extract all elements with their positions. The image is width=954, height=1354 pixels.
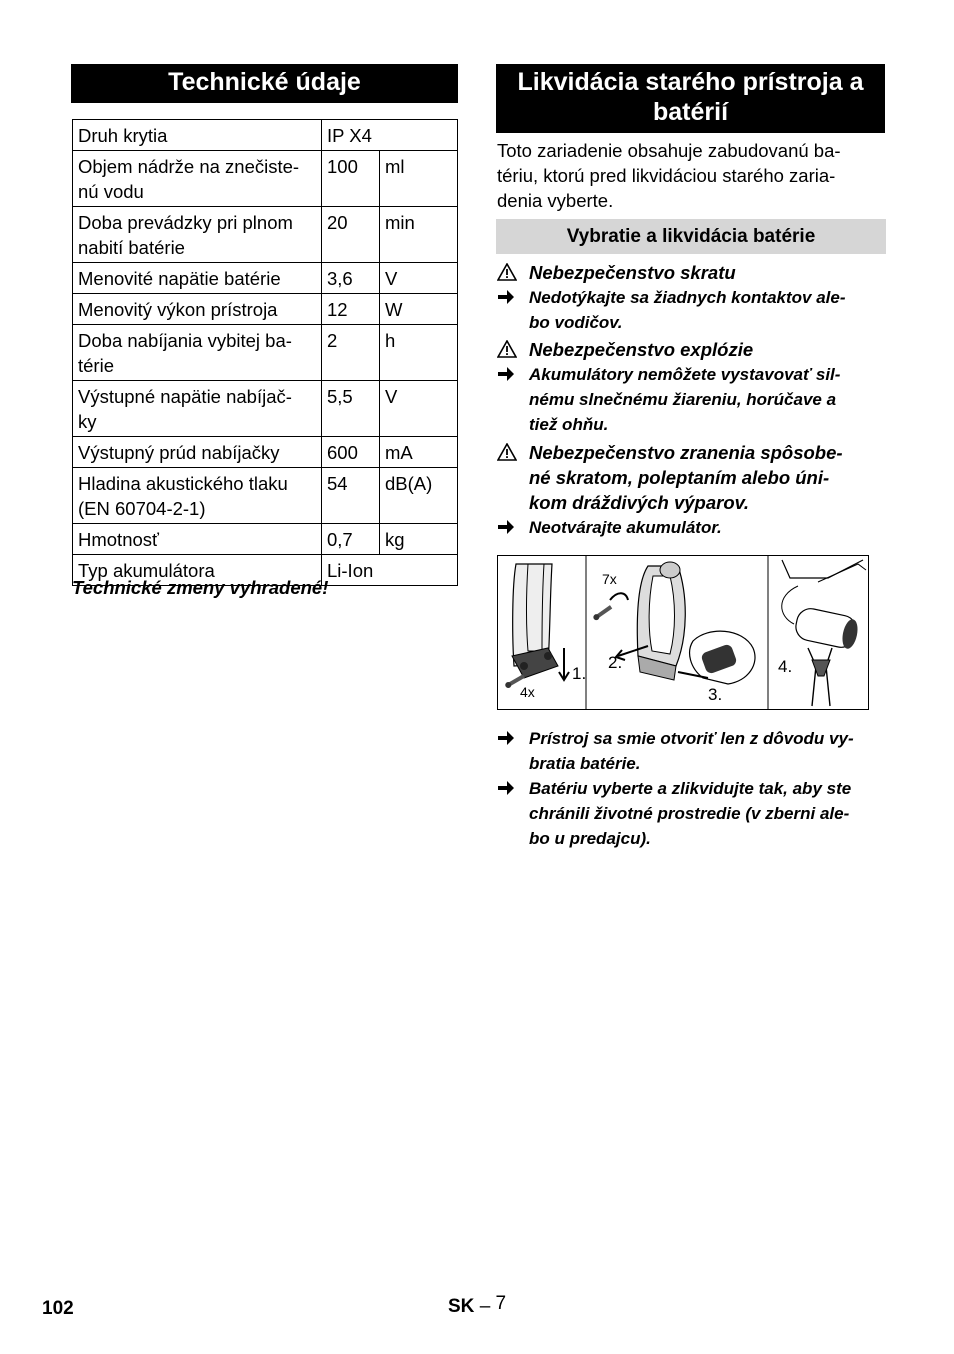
item-text: Nebezpečenstvo zranenia spôsobe- né skratom, poleptaním alebo úni- kom dráždivých výparov. (529, 442, 843, 513)
spec-unit: V (380, 381, 458, 437)
right-arrow-icon (497, 362, 521, 389)
section-page: 7 (495, 1293, 507, 1314)
heading-line-2: batérií (652, 98, 729, 126)
spec-label: Hmotnosť (73, 524, 322, 555)
spec-value: 600 (322, 437, 380, 468)
technical-changes-note: Technické zmeny vyhradené! (72, 577, 329, 598)
step-2-label: 2. (608, 653, 623, 672)
instruction-item (497, 515, 889, 540)
spec-value: 100 (322, 151, 380, 207)
language-code: SK (448, 1296, 475, 1317)
spec-unit: mA (380, 437, 458, 468)
illustration-svg (498, 556, 868, 709)
right-arrow-icon (497, 515, 521, 542)
battery-removal-illustration (497, 555, 869, 710)
spec-value: Li-Ion (322, 555, 458, 586)
heading-line-1: Likvidácia starého prístroja a (517, 68, 864, 96)
screws-7x-label: 7x (602, 571, 617, 587)
warning-triangle-icon (497, 337, 521, 364)
spec-label: Výstupný prúd nabíjačky (73, 437, 322, 468)
warning-triangle-icon (497, 440, 521, 467)
table-row (73, 263, 458, 294)
step-1-label: 1. (572, 664, 587, 683)
item-text: Nebezpečenstvo explózie (529, 339, 754, 360)
spec-unit: ml (380, 151, 458, 207)
spec-unit: W (380, 294, 458, 325)
warning-item (497, 260, 889, 285)
device-open-view (592, 562, 755, 704)
section-heading-disposal (496, 64, 885, 133)
step-3-label: 3. (708, 685, 723, 704)
warning-item (497, 337, 889, 362)
table-row (73, 151, 458, 207)
spec-label: Výstupné napätie nabíjač- ky (73, 381, 322, 437)
device-side-view (504, 564, 586, 700)
spec-label: Druh krytia (73, 120, 322, 151)
screws-4x-label: 4x (520, 684, 535, 700)
table-row (73, 468, 458, 524)
instruction-item (497, 776, 889, 851)
table-row (73, 524, 458, 555)
spec-label: Hladina akustického tlaku (EN 60704-2-1) (73, 468, 322, 524)
section-page-marker (448, 1293, 507, 1318)
table-row (73, 381, 458, 437)
section-heading-technical-data: Technické údaje (71, 64, 458, 103)
instruction-item (497, 285, 889, 335)
specifications-table (72, 119, 458, 586)
item-text: Batériu vyberte a zlikvidujte tak, aby ste chránili životné prostredie (v zberni ale- bo u predajcu). (529, 779, 852, 848)
right-arrow-icon (497, 726, 521, 753)
spec-value: 3,6 (322, 263, 380, 294)
right-arrow-icon (497, 285, 521, 312)
spec-label: Doba prevádzky pri plnom nabití batérie (73, 207, 322, 263)
warning-triangle-icon (497, 260, 521, 287)
table-row (73, 325, 458, 381)
page-number: 102 (42, 1298, 74, 1319)
warning-item (497, 440, 889, 515)
item-text: Nebezpečenstvo skratu (529, 262, 736, 283)
spec-unit: kg (380, 524, 458, 555)
page-separator: – (479, 1296, 491, 1317)
spec-value: 0,7 (322, 524, 380, 555)
item-text: Neotvárajte akumulátor. (529, 518, 722, 537)
spec-label: Menovitý výkon prístroja (73, 294, 322, 325)
instruction-item (497, 726, 889, 776)
spec-value: 54 (322, 468, 380, 524)
spec-unit: V (380, 263, 458, 294)
table-row (73, 294, 458, 325)
instruction-item (497, 362, 889, 437)
subheading-battery-removal: Vybratie a likvidácia batérie (496, 219, 886, 254)
spec-label: Doba nabíjania vybitej ba- térie (73, 325, 322, 381)
spec-label: Objem nádrže na znečiste- nú vodu (73, 151, 322, 207)
spec-label: Typ akumulátora (73, 555, 322, 586)
spec-unit: min (380, 207, 458, 263)
right-arrow-icon (497, 776, 521, 803)
table-row (73, 207, 458, 263)
item-text: Akumulátory nemôžete vystavovať sil- nému slnečnému žiareniu, horúčave a tiež ohňu. (529, 365, 841, 434)
battery-disposal-view (778, 560, 866, 706)
intro-paragraph: Toto zariadenie obsahuje zabudovanú ba- tériu, ktorú pred likvidáciou starého zaria- denia vyberte. (497, 140, 841, 211)
item-text: Prístroj sa smie otvoriť len z dôvodu vy- bratia batérie. (529, 729, 854, 773)
spec-value: 20 (322, 207, 380, 263)
spec-value: 12 (322, 294, 380, 325)
spec-value: IP X4 (322, 120, 458, 151)
spec-value: 2 (322, 325, 380, 381)
spec-unit: h (380, 325, 458, 381)
spec-value: 5,5 (322, 381, 380, 437)
spec-unit: dB(A) (380, 468, 458, 524)
table-row (73, 120, 458, 151)
spec-label: Menovité napätie batérie (73, 263, 322, 294)
table-row (73, 437, 458, 468)
step-4-label: 4. (778, 657, 793, 676)
item-text: Nedotýkajte sa žiadnych kontaktov ale- bo vodičov. (529, 288, 846, 332)
